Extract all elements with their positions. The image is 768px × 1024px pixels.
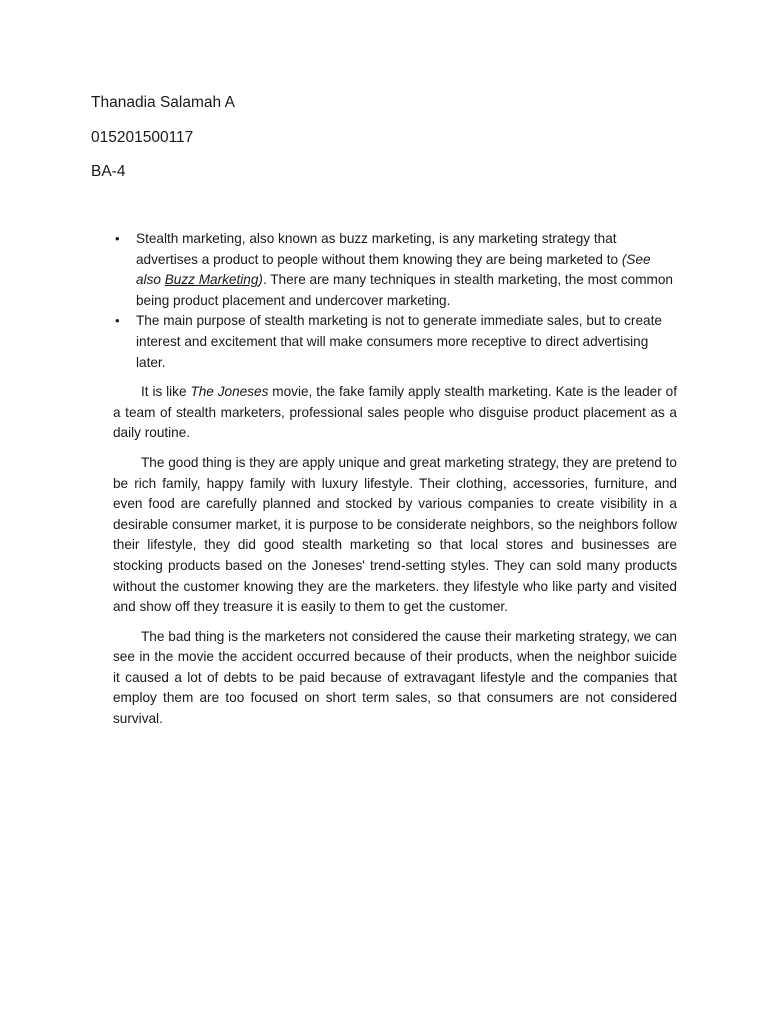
list-item bbox=[113, 229, 677, 311]
student-id: 015201500117 bbox=[91, 128, 194, 146]
buzz-marketing-link[interactable]: Buzz Marketing bbox=[164, 272, 259, 288]
bullet-text-continued: . There are many techniques in stealth marketing, the most common being product placement and undercover marketing. bbox=[136, 272, 673, 308]
paragraph-text-continued: movie, the fake family apply stealth marketing. Kate is the leader of a team of stealth marketers, professional sales people who disguise product placement as a daily routine. bbox=[113, 384, 677, 441]
paragraph-bad-thing: The bad thing is the marketers not considered the cause their marketing strategy, we can see in the movie the accident occurred because of their products, when the neighbor suicide it caused a lot of debts to be paid because of extravagant lifestyle and the companies that employ them are too focused on short term sales, so that consumers are not considered survival. bbox=[113, 628, 677, 727]
movie-title: The Joneses bbox=[190, 384, 269, 400]
class-label: BA-4 bbox=[91, 163, 126, 180]
bullet-list bbox=[113, 229, 677, 373]
document-body bbox=[113, 229, 677, 730]
paragraph-text: It is like bbox=[141, 384, 191, 400]
see-also-open: (See also bbox=[136, 251, 651, 288]
see-also-close: ) bbox=[258, 272, 263, 288]
document-header bbox=[91, 93, 691, 197]
list-item bbox=[113, 311, 677, 373]
bullet-text: Stealth marketing, also known as buzz marketing, is any marketing strategy that advertises a product to people without them knowing they are being marketed to bbox=[136, 231, 622, 267]
paragraph-joneses bbox=[113, 382, 677, 444]
bullet-dot-icon: • bbox=[115, 231, 120, 246]
bullet-dot-icon: • bbox=[115, 313, 120, 329]
author-name: Thanadia Salamah A bbox=[91, 94, 235, 111]
bullet-text: The main purpose of stealth marketing is not to generate immediate sales, but to create interest and excitement that will make consumers more receptive to direct advertising later. bbox=[136, 313, 662, 370]
paragraph-good-thing: The good thing is they are apply unique and great marketing strategy, they are pretend to be rich family, happy family with luxury lifestyle. Their clothing, accessories, furniture, and even food are carefully planned and stocked by various companies to create visibility in a desirable consumer market, it is purpose to be considerate neighbors, so the neighbors follow their lifestyle, they did good stealth marketing so that local stores and businesses are stocking products based on the Joneses' trend-setting styles. They can sold many products without the customer knowing they are the marketers. they lifestyle who like party and visited and show off they treasure it is easily to them to get the customer. bbox=[113, 454, 677, 615]
